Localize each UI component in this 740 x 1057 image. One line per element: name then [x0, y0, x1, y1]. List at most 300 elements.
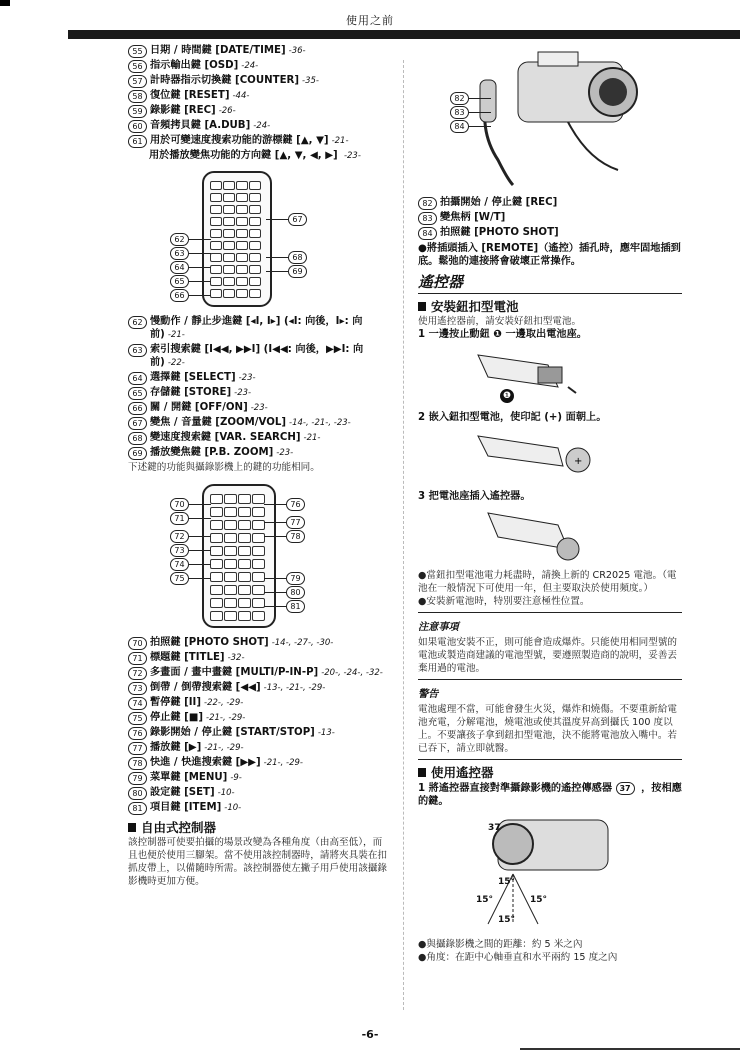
remote-button-illustration: [238, 494, 251, 504]
key-item: [128, 771, 390, 785]
key-number: 80: [128, 787, 147, 800]
remote-button-illustration: [223, 253, 235, 262]
key-number: 66: [128, 402, 147, 415]
key-label: 存儲鍵 [STORE]: [150, 387, 232, 398]
callout-label: 69: [288, 265, 307, 278]
callout-leader-line: [189, 536, 211, 537]
key-label: 變速度搜索鍵 [VAR. SEARCH]: [150, 432, 301, 443]
remote-button-illustration: [252, 585, 265, 595]
key-number: 72: [128, 667, 147, 680]
key-label: 用於可變速度搜索功能的游標鍵 [▲, ▼]: [150, 135, 329, 146]
key61-continuation: 用於播放變焦功能的方向鍵 [▲, ▼, ◀, ▶] -23-: [149, 150, 361, 161]
key-item: [128, 119, 390, 133]
remote-button-illustration: [223, 229, 235, 238]
key-item: [128, 651, 390, 665]
key-page-ref: -21-, -29-: [204, 743, 244, 753]
key-label: 索引搜索鍵 [I◀◀, ▶▶I] (I◀◀: 向後，▶▶I: 向前): [150, 344, 364, 368]
key-page-ref: -23-: [276, 448, 294, 458]
key-number: 75: [128, 712, 147, 725]
remote-button-illustration: [238, 611, 251, 621]
key-number: 61: [128, 135, 147, 148]
callout-label: 74: [170, 558, 189, 571]
key-number: 74: [128, 697, 147, 710]
key-number: 59: [128, 105, 147, 118]
remote-button-illustration: [252, 546, 265, 556]
left-column: [128, 44, 390, 888]
section-free-style: 自由式控制器: [128, 821, 390, 834]
key-label: 日期 / 時間鍵 [DATE/TIME]: [150, 45, 286, 56]
callout-label: 83: [450, 106, 469, 119]
remote-button-illustration: [252, 494, 265, 504]
key-page-ref: -21-, -29-: [206, 713, 246, 723]
callout-leader-line: [189, 295, 211, 296]
key-number: 64: [128, 372, 147, 385]
key-label: 快進 / 快進搜索鍵 [▶▶]: [150, 757, 261, 768]
remote-button-illustration: [238, 559, 251, 569]
remote-button-illustration: [236, 229, 248, 238]
callout-label: 65: [170, 275, 189, 288]
key-number: 68: [128, 432, 147, 445]
key-label: 項目鍵 [ITEM]: [150, 802, 222, 813]
key-item: [128, 801, 390, 815]
remote-button-illustration: [210, 533, 223, 543]
angle-label: 15°: [498, 877, 516, 887]
key-item: [128, 59, 390, 73]
remote-button-illustration: [210, 494, 223, 504]
remote-button-illustration: [249, 277, 261, 286]
key-list-b: [128, 315, 390, 460]
remote-button-illustration: [252, 559, 265, 569]
callout-leader-line: [264, 578, 286, 579]
remote-button-illustration: [238, 546, 251, 556]
remote-button-illustration: [236, 241, 248, 250]
callout-leader-line: [189, 578, 211, 579]
remote-section-title: 遙控器: [418, 273, 464, 291]
key-page-ref: -14-, -21-, -23-: [289, 418, 351, 428]
remote-button-illustration: [224, 546, 237, 556]
key-label: 拍攝開始 / 停止鍵 [REC]: [440, 197, 558, 208]
battery-holder-figure: [418, 347, 682, 405]
key-label: 暫停鍵 [II]: [150, 697, 202, 708]
same-function-note: 下述鍵的功能與攝錄影機上的鍵的功能相同。: [128, 462, 320, 473]
remote-button-illustration: [249, 265, 261, 274]
callout-leader-line: [189, 504, 211, 505]
bullet-note: ●角度：在距中心軸垂直和水平兩約 15 度之內: [418, 952, 618, 963]
key-number: 82: [418, 197, 437, 210]
key-label: 變焦 / 音量鍵 [ZOOM/VOL]: [150, 417, 287, 428]
remote-button-illustration: [210, 520, 223, 530]
key-list-c: [128, 636, 390, 815]
angle-label: 15°: [476, 895, 494, 905]
remote-button-illustration: [223, 277, 235, 286]
key-number: 77: [128, 742, 147, 755]
key-item: [128, 741, 390, 755]
callout-leader-line: [264, 536, 286, 537]
divider: [418, 679, 682, 680]
key-page-ref: -10-: [217, 788, 235, 798]
remote-button-illustration: [252, 572, 265, 582]
callout-leader-line: [264, 606, 286, 607]
remote-button-illustration: [210, 507, 223, 517]
callout-leader-line: [266, 219, 288, 220]
remote-button-illustration: [236, 217, 248, 226]
key-list-d: [418, 196, 682, 240]
key-number: 71: [128, 652, 147, 665]
key-page-ref: -22-, -29-: [204, 698, 244, 708]
key-list-a: [128, 44, 390, 148]
remote-button-illustration: [249, 217, 261, 226]
key-page-ref: -23-: [250, 403, 268, 413]
remote-button-illustration: [210, 585, 223, 595]
callout-label: 63: [170, 247, 189, 260]
camcorder-grip-figure: [418, 50, 682, 190]
use-remote-notes: [418, 938, 682, 964]
bullet-note: ●當鈕扣型電池電力耗盡時，請換上新的 CR2025 電池。（電池在一般情況下可使用一年，但主要取決於使用頻度。）: [418, 570, 677, 594]
free-style-body: 該控制器可使要拍攝的場景改變為各種角度（由高至低），而且也便於使用三腳架。當不使用該控制器時，請將夾具裝在扣抓皮帶上，以備隨時所需。該控制器使左撇子用戶使用該攝錄影機時更加方便。: [128, 837, 388, 887]
remote-button-illustration: [238, 598, 251, 608]
key-number: 62: [128, 316, 147, 329]
key-item: [128, 446, 390, 460]
battery-step2: 2 嵌入鈕扣型電池，使印記 (+) 面朝上。: [418, 412, 607, 423]
remote-button-illustration: [210, 289, 222, 298]
callout-label: 67: [288, 213, 307, 226]
key-page-ref: -26-: [218, 106, 236, 116]
remote-button-illustration: [210, 229, 222, 238]
svg-text:+: +: [574, 456, 583, 467]
battery-intro: 使用遙控器前，請安裝好鈕扣型電池。: [418, 316, 582, 327]
key-item: [128, 696, 390, 710]
remote-button-illustration: [224, 585, 237, 595]
battery-notes: [418, 569, 682, 608]
divider: [418, 293, 682, 294]
key-item: [128, 371, 390, 385]
callout-label: 77: [286, 516, 305, 529]
remote-button-illustration: [223, 217, 235, 226]
remote-battery-illustration: [418, 509, 682, 563]
key-number: 79: [128, 772, 147, 785]
remote-button-illustration: [249, 181, 261, 190]
battery-holder-illustration: [418, 347, 682, 405]
callout-label: 68: [288, 251, 307, 264]
key-item: [128, 786, 390, 800]
key-page-ref: -21-: [331, 136, 349, 146]
remote-button-illustration: [223, 181, 235, 190]
angle-label: 15°: [530, 895, 548, 905]
key-label: 關 / 開鍵 [OFF/ON]: [150, 402, 248, 413]
callout-label: 71: [170, 512, 189, 525]
remote-button-illustration: [223, 265, 235, 274]
callout-leader-line: [189, 267, 211, 268]
callout-leader-line: [189, 253, 211, 254]
warning-body: 電池處理不當，可能會發生火災，爆炸和燒傷。不要重新給電池充電，分解電池，燒電池或使其溫度昇高到攝氏 100 度以上。不要讓孩子拿到鈕扣型電池，決不能將電池放入嘴中。若已吞下，請立即就醫。: [418, 704, 678, 754]
key-number: 70: [128, 637, 147, 650]
square-bullet-icon: [128, 823, 136, 832]
key-label: 拍照鍵 [PHOTO SHOT]: [150, 637, 269, 648]
key-number: 73: [128, 682, 147, 695]
key-item: [128, 89, 390, 103]
key-item: [418, 196, 682, 210]
callout-leader-line: [469, 98, 491, 99]
key-number: 83: [418, 212, 437, 225]
key-page-ref: -23-: [238, 373, 256, 383]
callout-label: 66: [170, 289, 189, 302]
callout-label: 70: [170, 498, 189, 511]
remote-button-illustration: [210, 253, 222, 262]
remote-button-illustration: [210, 572, 223, 582]
key-item: [128, 431, 390, 445]
callout-label: 79: [286, 572, 305, 585]
key-page-ref: -13-, -21-, -29-: [263, 683, 326, 693]
key-item: [128, 756, 390, 770]
remote-button-illustration: [236, 205, 248, 214]
remote-button-illustration: [252, 533, 265, 543]
key-page-ref: -35-: [302, 76, 319, 86]
key-item: [128, 104, 390, 118]
remote-button-illustration: [223, 193, 235, 202]
key-page-ref: -10-: [224, 803, 242, 813]
key-label: 錄影鍵 [REC]: [150, 105, 216, 116]
use-remote-heading: 使用遙控器: [418, 766, 682, 779]
bullet-note: ●與攝錄影機之間的距離：約 5 米之內: [418, 939, 583, 950]
callout-leader-line: [189, 239, 211, 240]
corner-mark: [0, 0, 10, 6]
key-page-ref: -36-: [288, 46, 306, 56]
remote-button-illustration: [252, 611, 265, 621]
key-item: [128, 315, 390, 342]
callout-label: 64: [170, 261, 189, 274]
remote-button-illustration: [236, 253, 248, 262]
key-label: 慢動作 / 靜止步進鍵 [◂I, I▸] (◂I: 向後，I▸: 向前): [150, 316, 363, 340]
key-label: 播放鍵 [▶]: [150, 742, 202, 753]
remote-button-illustration: [238, 533, 251, 543]
callout-leader-line: [469, 112, 491, 113]
key-page-ref: -23-: [234, 388, 252, 398]
remote-button-illustration: [238, 585, 251, 595]
warning-title: 警告: [418, 689, 439, 700]
callout-label: 78: [286, 530, 305, 543]
use-remote-step1: 1 將遙控器直接對準攝錄影機的遙控傳感器 37 ，按相應的鍵。: [418, 783, 682, 807]
callout-label: 72: [170, 530, 189, 543]
remote-angle-illustration: [418, 814, 682, 932]
key-item: [128, 134, 390, 148]
key-item: [128, 636, 390, 650]
key-item: [128, 44, 390, 58]
key-page-ref: -24-: [253, 121, 271, 131]
callout-label: 82: [450, 92, 469, 105]
key-label: 設定鍵 [SET]: [150, 787, 215, 798]
remote-jack-note: ●將插頭插入 [REMOTE]（遙控）插孔時，應牢固地插到底。鬆弛的連接將會破壞正常操作。: [418, 243, 681, 267]
remote-button-illustration: [249, 205, 261, 214]
remote-button-illustration: [224, 598, 237, 608]
callout-leader-line: [264, 522, 286, 523]
callout-label: 84: [450, 120, 469, 133]
key-page-ref: -44-: [232, 91, 250, 101]
key-number: 58: [128, 90, 147, 103]
bullet-note: ●安裝新電池時，特別要注意極性位置。: [418, 596, 590, 607]
remote-button-illustration: [210, 546, 223, 556]
battery-step1: 1 一邊按止動鈕 ❶ 一邊取出電池座。: [418, 329, 587, 340]
key-number: 76: [128, 727, 147, 740]
header-bar: [68, 30, 740, 39]
callout-label: 73: [170, 544, 189, 557]
remote-button-illustration: [210, 559, 223, 569]
key-number: 67: [128, 417, 147, 430]
key-label: 倒帶 / 倒帶搜索鍵 [◀◀]: [150, 682, 261, 693]
key-page-ref: -32-: [227, 653, 245, 663]
remote-button-illustration: [249, 193, 261, 202]
remote-button-illustration: [249, 241, 261, 250]
remote-button-illustration: [210, 265, 222, 274]
remote-button-illustration: [224, 559, 237, 569]
callout-label: 80: [286, 586, 305, 599]
remote-button-illustration: [224, 572, 237, 582]
battery-reinsert-figure: [418, 509, 682, 563]
caution-body: 如果電池安裝不正，則可能會造成爆炸。只能使用相同型號的電池或製造商建議的電池型號，要遵照製造商的說明，妥善丟棄用過的電池。: [418, 637, 678, 674]
page-header: 使用之前: [346, 14, 394, 27]
remote-button-illustration: [236, 277, 248, 286]
callout-label: 81: [286, 600, 305, 613]
key-item: [128, 386, 390, 400]
remote-button-illustration: [210, 217, 222, 226]
callout-label: 62: [170, 233, 189, 246]
square-bullet-icon: [418, 302, 426, 311]
remote-button-illustration: [210, 598, 223, 608]
callout-label: 76: [286, 498, 305, 511]
remote-button-illustration: [223, 205, 235, 214]
remote-button-illustration: [210, 241, 222, 250]
callout-leader-line: [189, 550, 211, 551]
key-label: 錄影開始 / 停止鍵 [START/STOP]: [150, 727, 315, 738]
key-page-ref: -9-: [230, 773, 242, 783]
square-bullet-icon: [418, 768, 426, 777]
key-page-ref: -14-, -27-, -30-: [271, 638, 334, 648]
key-number: 60: [128, 120, 147, 133]
footer-bar: [520, 1048, 740, 1050]
remote-angle-figure: [418, 814, 682, 932]
key-number: 57: [128, 75, 147, 88]
key-page-ref: -20-, -24-, -32-: [321, 668, 383, 678]
callout-leader-line: [264, 504, 286, 505]
remote-button-illustration: [238, 507, 251, 517]
battery-section-heading: 安裝鈕扣型電池: [418, 300, 682, 313]
remote-button-illustration: [252, 507, 265, 517]
key-number: 55: [128, 45, 147, 58]
key-item: [418, 211, 682, 225]
key-label: 計時器指示切換鍵 [COUNTER]: [150, 75, 300, 86]
key-item: [128, 343, 390, 370]
remote-button-illustration: [236, 265, 248, 274]
key-number: 84: [418, 227, 437, 240]
callout-leader-line: [189, 518, 211, 519]
remote-button-illustration: [224, 507, 237, 517]
remote-button-illustration: [249, 289, 261, 298]
key-label: 拍照鍵 [PHOTO SHOT]: [440, 227, 559, 238]
remote-button-illustration: [236, 193, 248, 202]
key-number: 63: [128, 344, 147, 357]
remote-button-illustration: [210, 611, 223, 621]
remote-button-illustration: [210, 205, 222, 214]
remote-figure-1: [128, 169, 390, 309]
key-page-ref: -22-: [167, 358, 185, 368]
coin-battery-illustration: [418, 430, 682, 484]
key-label: 音頻拷貝鍵 [A.DUB]: [150, 120, 251, 131]
remote-button-illustration: [238, 520, 251, 530]
key-page-ref: -21-: [303, 433, 321, 443]
key-label: 變焦柄 [W/T]: [440, 212, 506, 223]
key-number: 78: [128, 757, 147, 770]
key-item: [418, 226, 682, 240]
right-column: [418, 44, 682, 964]
key-label: 菜單鍵 [MENU]: [150, 772, 228, 783]
key-item: [128, 74, 390, 88]
remote-button-illustration: [236, 289, 248, 298]
key-item: [128, 681, 390, 695]
remote-button-illustration: [224, 494, 237, 504]
remote-body-illustration: [202, 171, 272, 307]
callout-leader-line: [469, 126, 491, 127]
key-label: 停止鍵 [■]: [150, 712, 204, 723]
key-item: [128, 666, 390, 680]
column-separator: [403, 60, 404, 1010]
callout-leader-line: [266, 257, 288, 258]
sensor-callout: 37: [488, 823, 501, 833]
remote-button-illustration: [224, 611, 237, 621]
key-label: 播放變焦鍵 [P.B. ZOOM]: [150, 447, 274, 458]
key-page-ref: -24-: [241, 61, 259, 71]
remote-button-illustration: [224, 533, 237, 543]
remote-figure-2: [128, 480, 390, 630]
remote-button-illustration: [224, 520, 237, 530]
key-label: 指示輸出鍵 [OSD]: [150, 60, 239, 71]
remote-button-illustration: [223, 289, 235, 298]
key-item: [128, 711, 390, 725]
callout-leader-line: [189, 564, 211, 565]
remote-button-illustration: [236, 181, 248, 190]
remote-button-illustration: [223, 241, 235, 250]
key-label: 標題鍵 [TITLE]: [150, 652, 225, 663]
key-page-ref: -21-, -29-: [263, 758, 303, 768]
callout-leader-line: [264, 592, 286, 593]
remote-button-illustration: [210, 193, 222, 202]
remote-button-illustration: [249, 229, 261, 238]
caution-title: 注意事項: [418, 622, 459, 633]
battery-step3: 3 把電池座插入遙控器。: [418, 491, 531, 502]
stopper-marker: ❶: [500, 389, 514, 403]
key-page-ref: -21-: [167, 330, 185, 340]
callout-label: 75: [170, 572, 189, 585]
remote-button-illustration: [210, 277, 222, 286]
key-item: [128, 416, 390, 430]
key-item: [128, 401, 390, 415]
remote-button-illustration: [238, 572, 251, 582]
key-number: 69: [128, 447, 147, 460]
callout-leader-line: [266, 271, 288, 272]
battery-insert-figure: [418, 430, 682, 484]
remote-button-illustration: [249, 253, 261, 262]
key-number: 81: [128, 802, 147, 815]
key-item: [128, 726, 390, 740]
divider: [418, 612, 682, 613]
divider: [418, 759, 682, 760]
key-page-ref: -13-: [317, 728, 335, 738]
key-number: 65: [128, 387, 147, 400]
key-number: 56: [128, 60, 147, 73]
page-number: -6-: [361, 1028, 379, 1041]
angle-label: 15°: [498, 915, 516, 925]
key-label: 多畫面 / 畫中畫鍵 [MULTI/P-IN-P]: [150, 667, 319, 678]
remote-button-illustration: [210, 181, 222, 190]
key-label: 復位鍵 [RESET]: [150, 90, 230, 101]
